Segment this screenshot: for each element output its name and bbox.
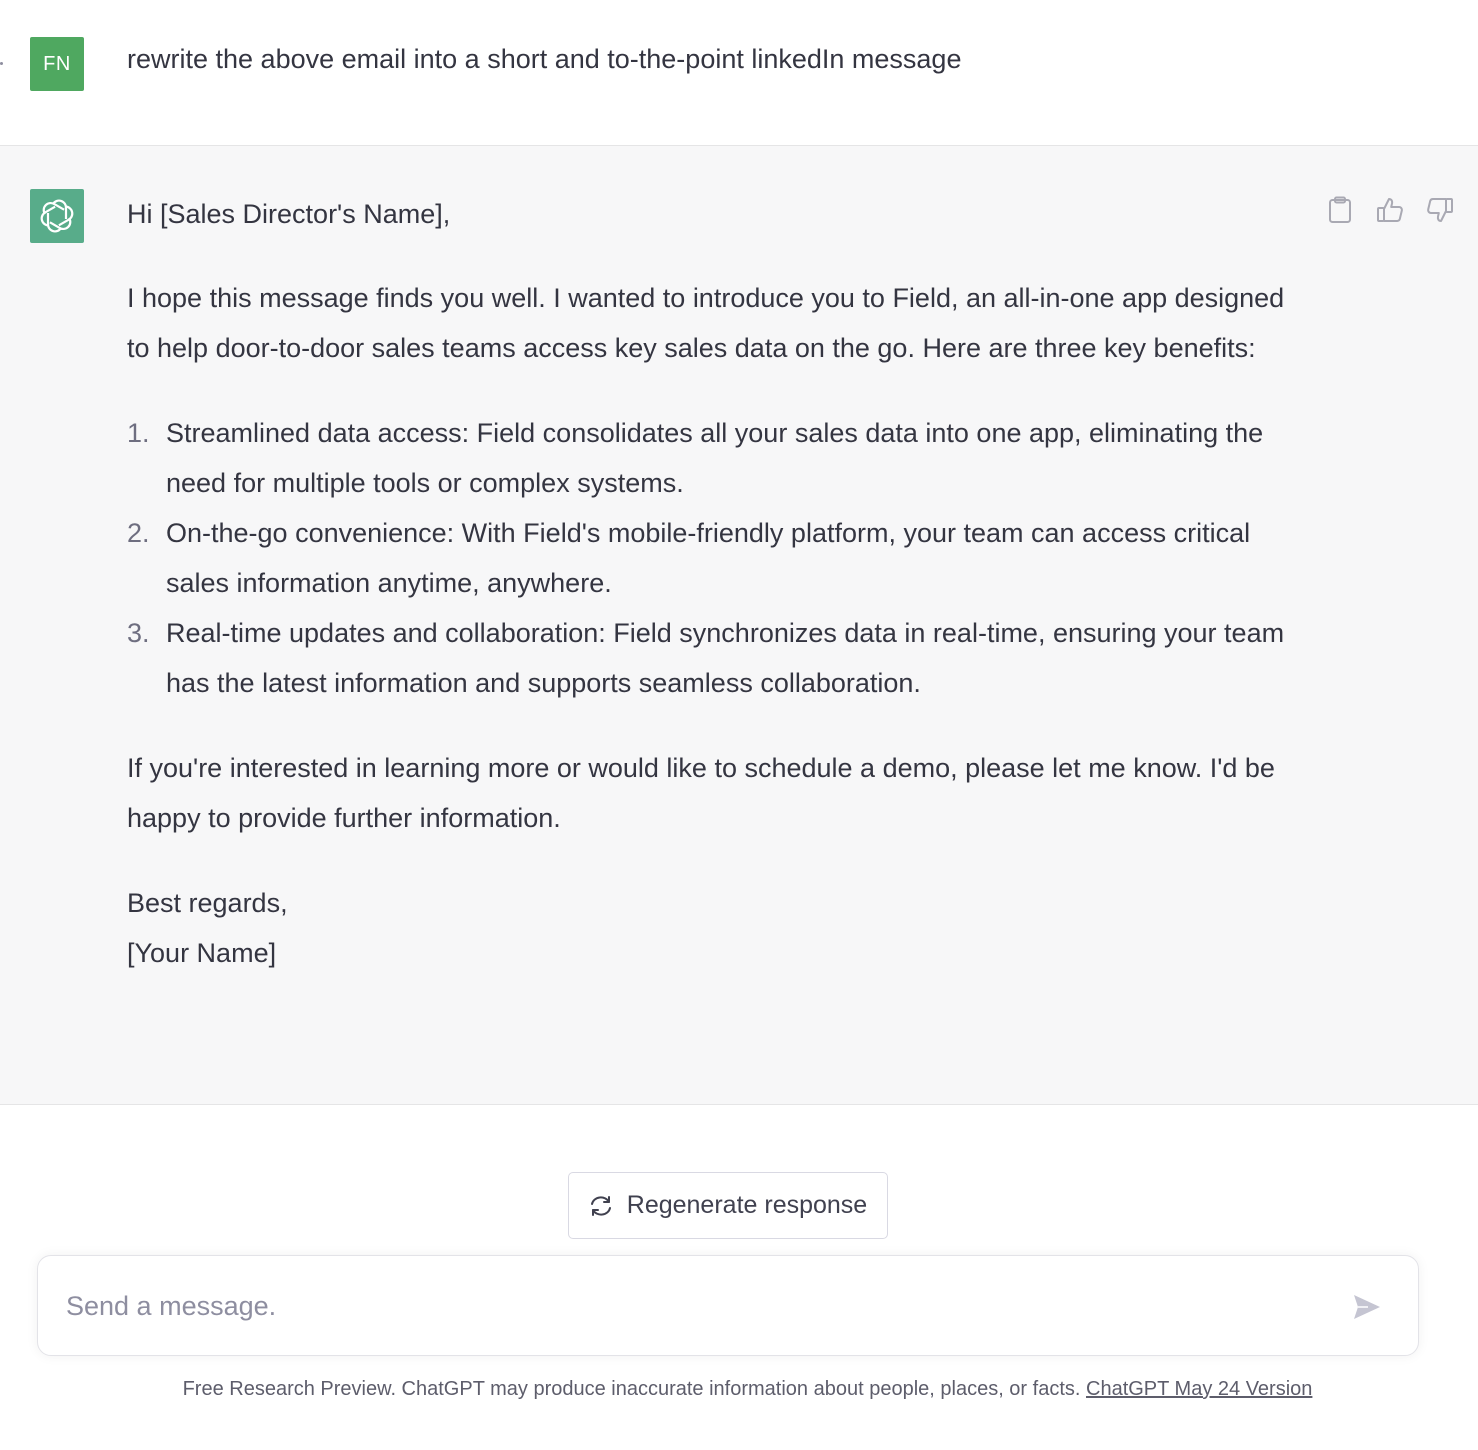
send-button[interactable]: [1350, 1290, 1384, 1324]
message-closing: If you're interested in learning more or would like to schedule a demo, please let me know. I'd be happy to provide further information.: [127, 753, 1275, 833]
user-avatar: [30, 37, 84, 91]
message-intro: I hope this message finds you well. I wanted to introduce you to Field, an all-in-one app designed to help door-to-door sales teams access key sales data on the go. Here are three key benefits:: [127, 283, 1285, 363]
version-link[interactable]: ChatGPT May 24 Version: [1086, 1378, 1313, 1400]
user-message-text: rewrite the above email into a short and to-the-point linkedIn message: [127, 44, 962, 74]
assistant-message-body: [127, 196, 1307, 978]
signoff-name: [Your Name]: [127, 938, 277, 968]
benefits-list: [127, 408, 1307, 708]
thumbs-up-icon: [1376, 196, 1404, 224]
thumbs-down-icon: [1426, 196, 1454, 224]
list-item-text: On-the-go convenience: With Field's mobile-friendly platform, your team can access critical sales information anytime, anywhere.: [166, 518, 1251, 598]
thumbs-up-button[interactable]: [1376, 195, 1404, 225]
user-message-row: [0, 0, 1478, 146]
send-icon: [1352, 1292, 1382, 1322]
message-signoff: [127, 878, 1307, 978]
user-avatar-initials: FN: [43, 52, 71, 75]
regenerate-label: Regenerate response: [626, 1191, 868, 1219]
openai-logo-icon: [37, 196, 77, 236]
list-item: [127, 408, 1307, 508]
footer-disclaimer: [0, 1378, 1478, 1401]
assistant-message-row: [0, 146, 1478, 1105]
list-item-number: 3.: [127, 618, 150, 648]
sidebar-edge-marker: [0, 62, 3, 65]
footer-text: Free Research Preview. ChatGPT may produce inaccurate information about people, places, or facts.: [182, 1378, 1086, 1400]
list-item: [127, 608, 1307, 708]
assistant-avatar: [30, 189, 84, 243]
thumbs-down-button[interactable]: [1426, 195, 1454, 225]
regenerate-response-button[interactable]: [568, 1172, 888, 1239]
signoff-line: Best regards,: [127, 888, 288, 918]
message-composer: [37, 1255, 1419, 1356]
list-item: [127, 508, 1307, 608]
list-item-text: Streamlined data access: Field consolidates all your sales data into one app, eliminating the need for multiple tools or complex systems.: [166, 418, 1264, 498]
list-item-number: 2.: [127, 518, 150, 548]
message-actions: [1326, 195, 1454, 225]
clipboard-icon: [1328, 196, 1352, 224]
list-item-text: Real-time updates and collaboration: Field synchronizes data in real-time, ensuring your team has the latest information and supports seamless collaboration.: [166, 618, 1285, 698]
list-item-number: 1.: [127, 418, 150, 448]
message-input[interactable]: [66, 1284, 1326, 1328]
message-greeting: Hi [Sales Director's Name],: [127, 199, 451, 229]
copy-button[interactable]: [1326, 195, 1354, 225]
refresh-icon: [589, 1194, 613, 1218]
